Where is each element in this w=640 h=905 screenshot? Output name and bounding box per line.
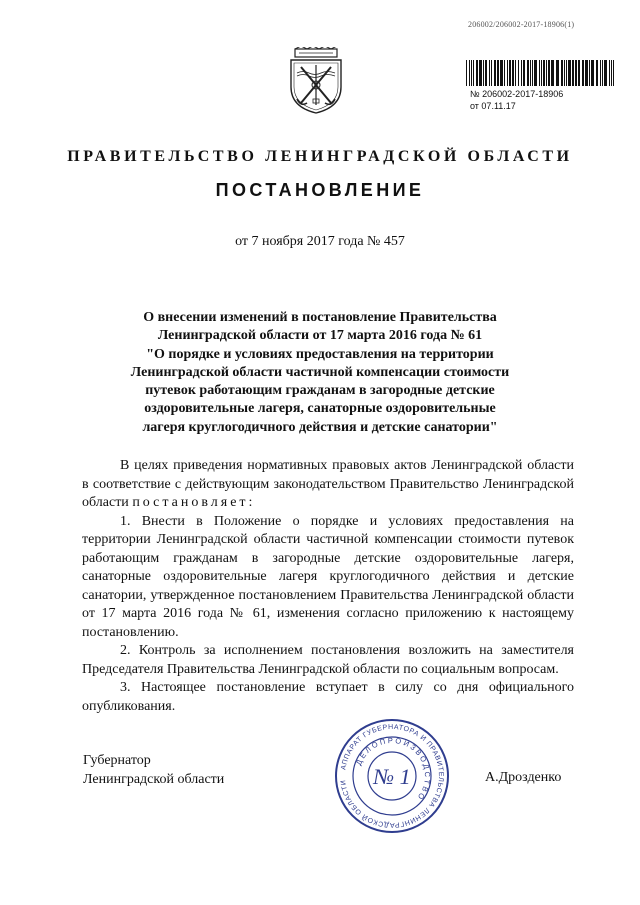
barcode-bar xyxy=(582,60,584,86)
barcode-bar xyxy=(548,60,550,86)
barcode-bar xyxy=(564,60,565,86)
barcode-bar xyxy=(546,60,547,86)
signer-name: А.Дрозденко xyxy=(485,770,562,785)
barcode-bar xyxy=(518,60,519,86)
barcode-bar xyxy=(500,60,503,86)
signer-role xyxy=(83,752,283,789)
barcode-bar xyxy=(591,60,594,86)
barcode-bar xyxy=(602,60,603,86)
barcode-bar xyxy=(551,60,554,86)
decree-word: постановляет: xyxy=(132,495,256,510)
heading-line: оздоровительные лагеря, санаторные оздоровительные xyxy=(144,401,496,417)
barcode-bar xyxy=(521,60,522,86)
barcode-bar xyxy=(566,60,567,86)
document-heading xyxy=(90,309,550,437)
item-paragraph: 1. Внести в Положение о порядке и условиях предоставления на территории Ленинградской области частичной компенсации стоимости путевок работающим гражданам в загородные детские оздоровительные лагеря, санаторные оздоровительные лагеря круглогодичного действия и детские санатории, утвержденное постановлением Правительства Ленинградской области от 17 марта 2016 года № 61, изменения согласно приложению к настоящему постановлению. xyxy=(82,513,574,640)
top-registration-code: 206002/206002-2017-18906(1) xyxy=(468,20,575,29)
heading-line: "О порядке и условиях предоставления на территории xyxy=(146,346,494,362)
svg-text:№ 1: № 1 xyxy=(373,764,411,789)
barcode-bar xyxy=(596,60,598,86)
barcode-bar xyxy=(469,60,470,86)
barcode-bar xyxy=(589,60,590,86)
item-paragraph: 3. Настоящее постановление вступает в силу со дня официального опубликования. xyxy=(82,680,574,714)
coat-of-arms-emblem xyxy=(283,47,349,115)
barcode-bar xyxy=(489,60,490,86)
barcode-bar xyxy=(600,60,601,86)
registration-date: от 07.11.17 xyxy=(470,101,516,111)
barcode-bar xyxy=(476,60,478,86)
barcode-bar xyxy=(561,60,563,86)
barcode-bar xyxy=(532,60,533,86)
document-body xyxy=(82,457,574,716)
barcode-bar xyxy=(485,60,487,86)
barcode-bar xyxy=(497,60,499,86)
registration-number: № 206002-2017-18906 xyxy=(470,89,564,99)
barcode-bar xyxy=(509,60,511,86)
barcode-bar xyxy=(539,60,540,86)
barcode-bar xyxy=(543,60,545,86)
barcode-bar xyxy=(556,60,559,86)
official-seal-stamp xyxy=(334,718,450,834)
preamble-text: В целях приведения нормативных правовых актов Ленинградской области в соответствие с действующим законодательством Правительство Ленинградской области xyxy=(82,458,574,510)
barcode-bar xyxy=(471,60,472,86)
heading-line: лагеря круглогодичного действия и детские санатории" xyxy=(142,419,498,435)
barcode-bar xyxy=(575,60,577,86)
signer-role-line: Ленинградской области xyxy=(83,771,225,787)
barcode-bar xyxy=(512,60,514,86)
barcode-bar xyxy=(479,60,482,86)
barcode-bar xyxy=(534,60,537,86)
signer-role-line: Губернатор xyxy=(83,753,151,768)
organization-title: ПРАВИТЕЛЬСТВО ЛЕНИНГРАДСКОЙ ОБЛАСТИ xyxy=(67,148,573,165)
barcode-bar xyxy=(473,60,474,86)
svg-text:ДЕЛОПРОИЗВОДСТВО: ДЕЛОПРОИЗВОДСТВО xyxy=(354,735,433,803)
barcode-bar xyxy=(515,60,516,86)
barcode-bar xyxy=(613,60,614,86)
barcode-bar xyxy=(530,60,531,86)
barcode-bar xyxy=(568,60,571,86)
item-paragraph: 2. Контроль за исполнением постановления возложить на заместителя Председателя Правительства Ленинградской области по социальным вопросам. xyxy=(82,643,574,677)
heading-line: Ленинградской области от 17 марта 2016 года № 61 xyxy=(157,328,483,344)
barcode-bar xyxy=(527,60,529,86)
barcode-bar xyxy=(504,60,505,86)
barcode-bar xyxy=(494,60,496,86)
heading-line: путевок работающим гражданам в загородные детские xyxy=(145,383,495,399)
barcode-bar xyxy=(609,60,610,86)
document-type: ПОСТАНОВЛЕНИЕ xyxy=(215,180,425,200)
heading-line: О внесении изменений в постановление Правительства xyxy=(143,310,497,325)
barcode-bar xyxy=(572,60,574,86)
preamble-paragraph xyxy=(82,457,574,513)
barcode-bar xyxy=(523,60,525,86)
barcode-bar xyxy=(541,60,542,86)
barcode-bar xyxy=(604,60,607,86)
barcode-bar xyxy=(611,60,612,86)
barcode-bar xyxy=(466,60,467,86)
svg-text:АППАРАТ ГУБЕРНАТОРА И ПРАВИТЕЛ: АППАРАТ ГУБЕРНАТОРА И ПРАВИТЕЛЬСТВА ЛЕНИНГРАДСКОЙ ОБЛАСТИ xyxy=(340,723,445,829)
barcode-bar xyxy=(483,60,484,86)
barcode-bar xyxy=(578,60,580,86)
barcode-bar xyxy=(491,60,492,86)
barcode-bar xyxy=(507,60,508,86)
barcode-bar xyxy=(585,60,588,86)
heading-line: Ленинградской области частичной компенсации стоимости xyxy=(130,364,510,380)
document-date-number: от 7 ноября 2017 года № 457 xyxy=(235,234,405,249)
barcode xyxy=(466,60,614,86)
